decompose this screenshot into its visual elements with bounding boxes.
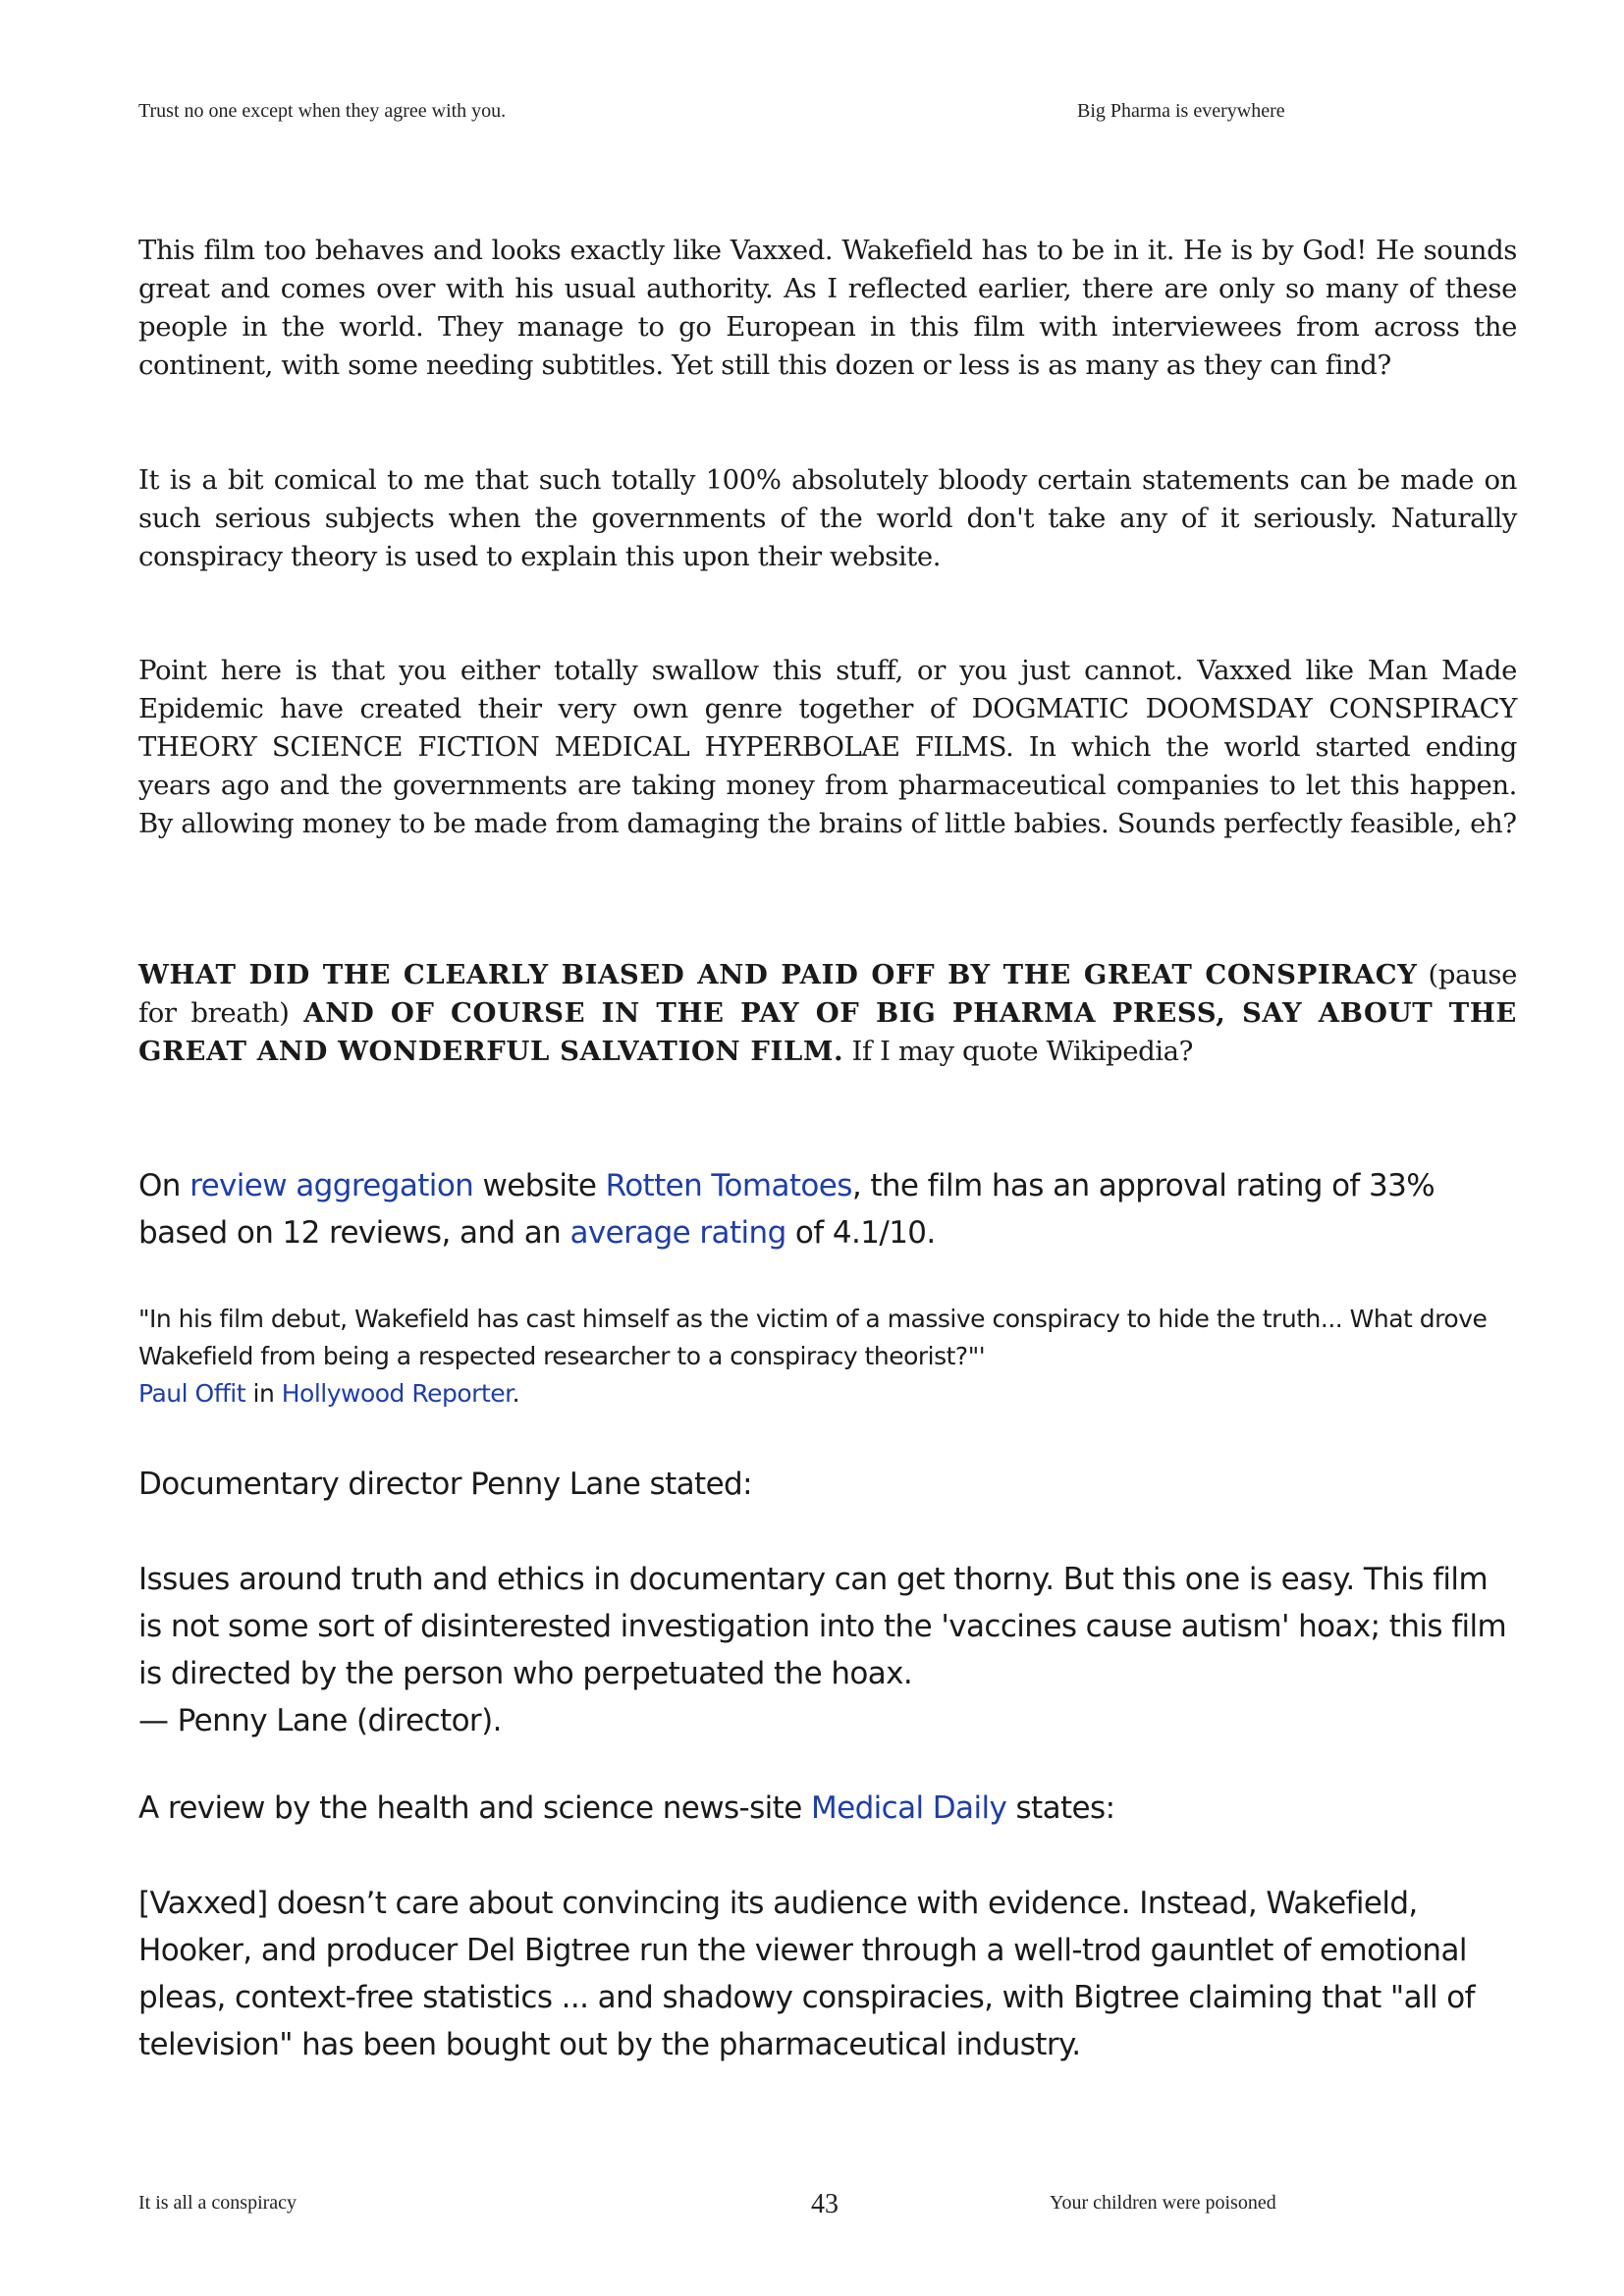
header-left-text: Trust no one except when they agree with you.	[138, 100, 507, 122]
press-heading-bold-1: WHAT DID THE CLEARLY BIASED AND PAID OFF BY THE GREAT CONSPIRACY	[138, 959, 1418, 990]
medical-daily-quote: [Vaxxed] doesn’t care about convincing its audience with evidence. Instead, Wakefield, Hooker, and producer Del Bigtree run the viewer through a well-trod gauntlet of emotional pleas, context-free statistics ... and shadowy conspiracies, with Bigtree claiming that "all of television" has been bought out by the pharmaceutical industry.	[138, 1886, 1475, 2062]
penny-lane-quote-text: Issues around truth and ethics in documentary can get thorny. But this one is easy. This film is not some sort of disinterested investigation into the 'vaccines cause autism' hoax; this film is directed by the person who perpetuated the hoax.	[138, 1562, 1507, 1691]
penny-lane-intro: Documentary director Penny Lane stated:	[138, 1467, 752, 1502]
genre-intro: Point here is that you either totally swallow this stuff, or you just cannot. Vaxxed like Man Made Epidemic have created their very own genre together of	[138, 655, 1517, 724]
press-heading-aside: (pause for breath)	[138, 959, 1517, 1029]
rotten-tomatoes-paragraph	[138, 1162, 1517, 1256]
paul-offit-link[interactable]: Paul Offit	[138, 1379, 246, 1408]
footer-right-text: Your children were poisoned	[1050, 2192, 1276, 2214]
text-segment: .	[512, 1379, 520, 1408]
page-number: 43	[811, 2189, 839, 2219]
genre-caps: DOGMATIC DOOMSDAY CONSPIRACY THEORY SCIENCE FICTION MEDICAL HYPERBOLAE FILMS.	[138, 693, 1517, 763]
text-segment: states:	[1006, 1790, 1115, 1826]
average-rating-link[interactable]: average rating	[569, 1215, 786, 1251]
paragraph-comical: It is a bit comical to me that such totally 100% absolutely bloody certain statements can be made on such serious subjects when the governments of the world don't take any of it seriously. Naturally conspiracy theory is used to explain this upon their website.	[138, 464, 1517, 572]
medical-daily-link[interactable]: Medical Daily	[810, 1790, 1007, 1826]
text-segment: On	[138, 1168, 190, 1203]
paragraph-press-heading	[138, 956, 1517, 1071]
hollywood-reporter-link[interactable]: Hollywood Reporter	[281, 1379, 513, 1408]
header-right-text: Big Pharma is everywhere	[1077, 100, 1285, 122]
text-segment: A review by the health and science news-site	[138, 1790, 811, 1826]
rotten-tomatoes-link[interactable]: Rotten Tomatoes	[605, 1168, 852, 1203]
press-heading-tail: If I may quote Wikipedia?	[843, 1036, 1194, 1067]
paragraph-film-behaves: This film too behaves and looks exactly like Vaxxed. Wakefield has to be in it. He is by God! He sounds great and comes over with his usual authority. As I reflected earlier, there are only so many of these people in the world. They manage to go European in this film with interviewees from across the continent, with some needing subtitles. Yet still this dozen or less is as many as they can find?	[138, 235, 1517, 381]
text-segment: , the film has an approval rating of 33% based on 12 reviews, and an	[138, 1168, 1435, 1251]
medical-daily-intro	[138, 1785, 1517, 1832]
offit-quote	[138, 1301, 1517, 1413]
penny-lane-quote	[138, 1556, 1517, 1744]
genre-rest: In which the world started ending years ago and the governments are taking money from pharmaceutical companies to let this happen. By allowing money to be made from damaging the brains of little babies. Sounds perfectly feasible, eh?	[138, 731, 1517, 839]
footer-left-text: It is all a conspiracy	[138, 2192, 298, 2214]
review-aggregation-link[interactable]: review aggregation	[189, 1168, 474, 1203]
press-heading-bold-2: AND OF COURSE IN THE PAY OF BIG PHARMA PRESS, SAY ABOUT THE GREAT AND WONDERFUL SALVATION FILM.	[138, 997, 1517, 1067]
paragraph-genre	[138, 652, 1517, 843]
offit-quote-text: "In his film debut, Wakefield has cast himself as the victim of a massive conspiracy to hide the truth... What drove Wakefield from being a respected researcher to a conspiracy theorist?"'	[138, 1305, 1488, 1370]
penny-lane-attribution: — Penny Lane (director).	[138, 1703, 502, 1738]
offit-attribution	[138, 1375, 1517, 1413]
text-segment: website	[473, 1168, 606, 1203]
text-segment: in	[245, 1379, 282, 1408]
text-segment: of 4.1/10.	[785, 1215, 936, 1251]
